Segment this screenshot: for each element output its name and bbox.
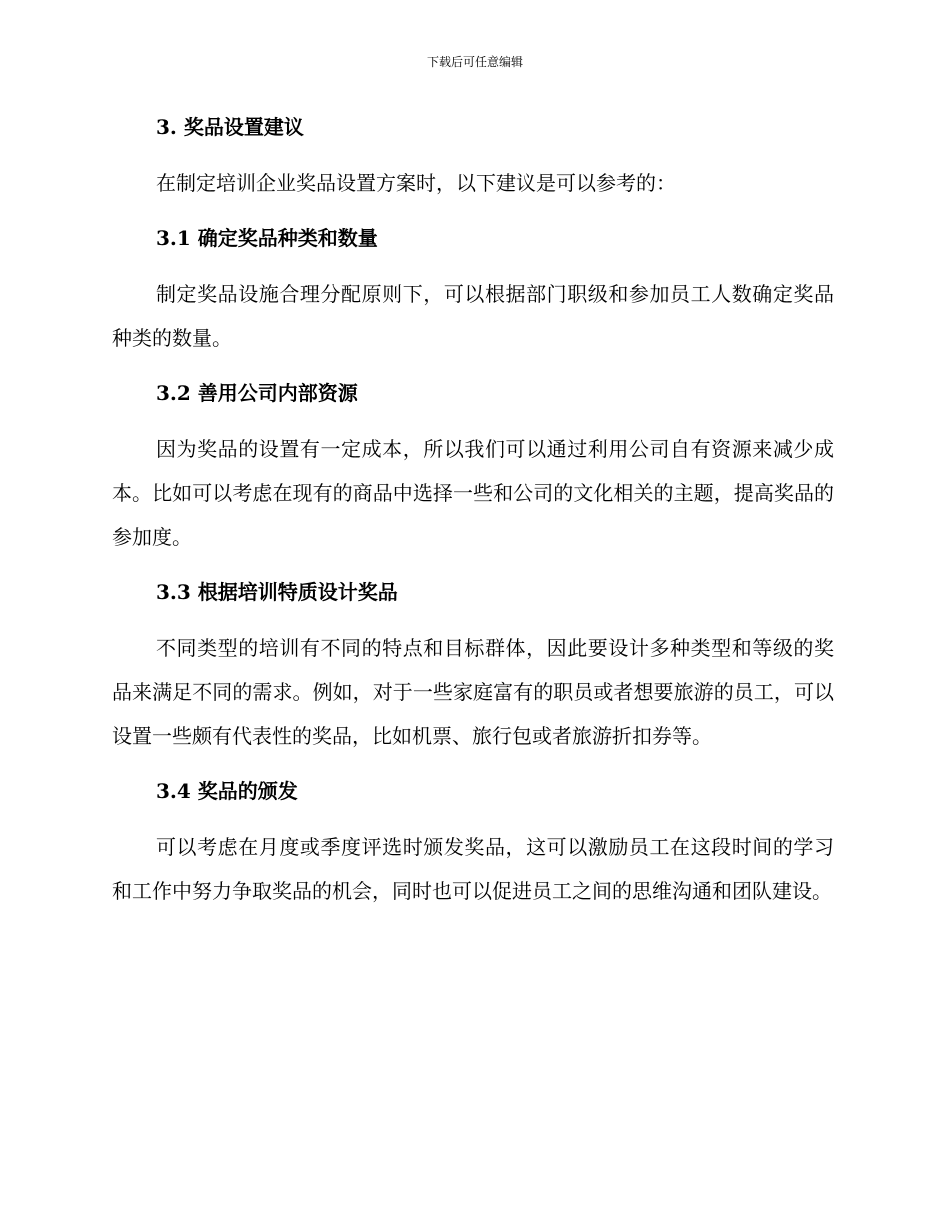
section-3-2-heading: 3.2 善用公司内部资源: [156, 381, 358, 405]
section-3-1-heading: 3.1 确定奖品种类和数量: [156, 226, 378, 250]
section-3-2-paragraph: 因为奖品的设置有一定成本，所以我们可以通过利用公司自有资源来减少成本。比如可以考虑在现有的商品中选择一些和公司的文化相关的主题，提高奖品的参加度。: [112, 437, 834, 549]
page-header: 下载后可任意编辑: [426, 55, 523, 69]
section-3-heading: 3. 奖品设置建议: [156, 115, 304, 139]
section-3-intro: 在制定培训企业奖品设置方案时，以下建议是可以参考的：: [156, 171, 676, 195]
section-3-3-paragraph: 不同类型的培训有不同的特点和目标群体，因此要设计多种类型和等级的奖品来满足不同的需求。例如，对于一些家庭富有的职员或者想要旅游的员工，可以设置一些颇有代表性的奖品，比如机票、旅行包或者旅游折扣券等。: [112, 636, 834, 748]
section-3-4-heading: 3.4 奖品的颁发: [156, 779, 298, 803]
document-body: [112, 108, 834, 913]
section-3-4-paragraph: 可以考虑在月度或季度评选时颁发奖品，这可以激励员工在这段时间的学习和工作中努力争取奖品的机会，同时也可以促进员工之间的思维沟通和团队建设。: [112, 835, 834, 903]
section-3-1-paragraph: 制定奖品设施合理分配原则下，可以根据部门职级和参加员工人数确定奖品种类的数量。: [112, 282, 834, 350]
section-3-3-heading: 3.3 根据培训特质设计奖品: [156, 580, 398, 604]
